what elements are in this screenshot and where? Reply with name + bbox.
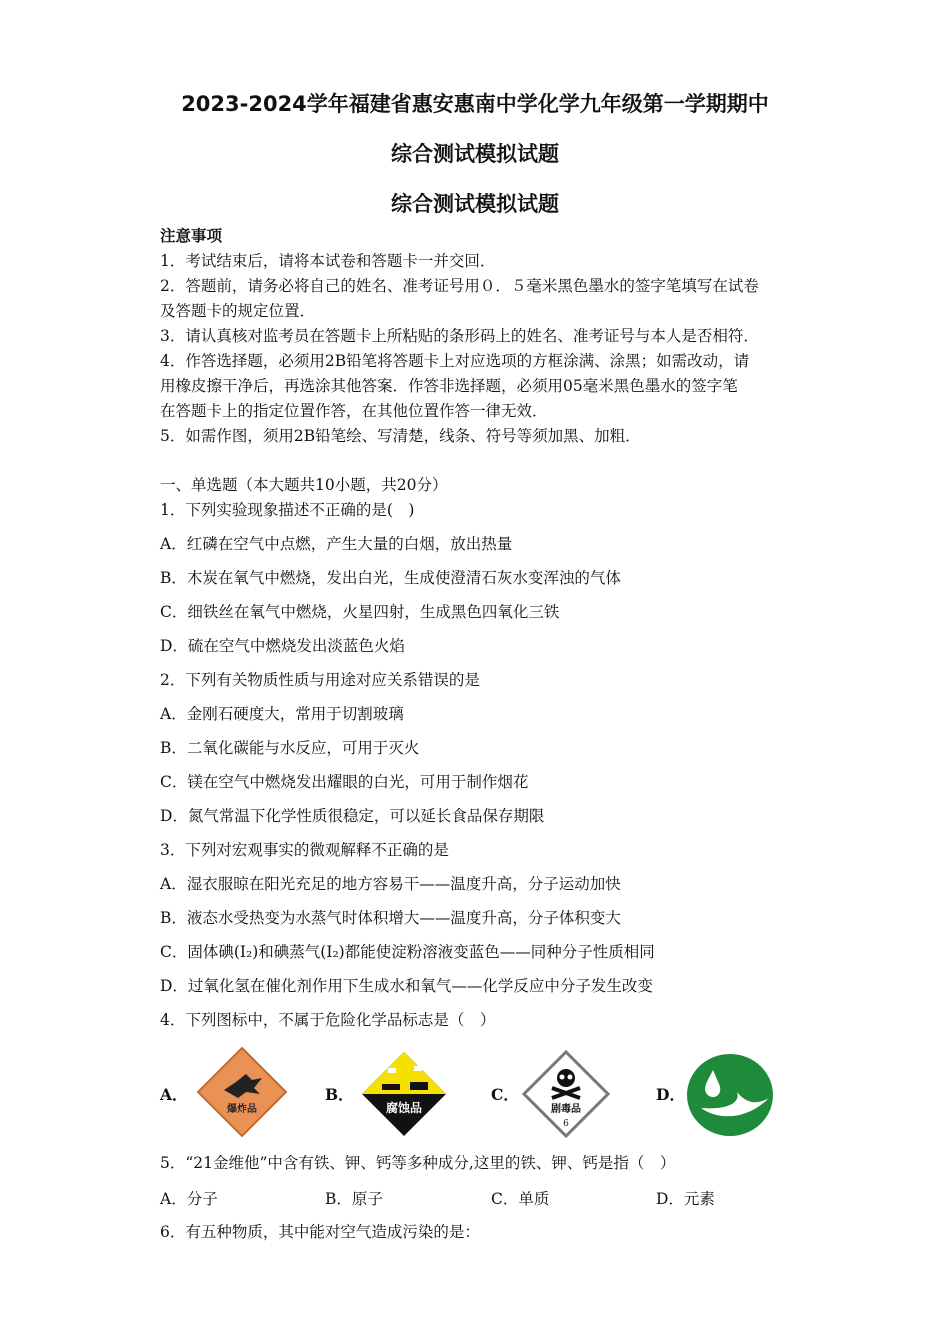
q3-option-c: C．固体碘(I₂)和碘蒸气(I₂)都能使淀粉溶液变蓝色——同种分子性质相同 xyxy=(160,943,655,961)
note-line: 2．答题前，请务必将自己的姓名、准考证号用０．５毫米黑色墨水的签字笔填写在试卷 xyxy=(160,277,759,295)
corrosive-sign-label: 腐蚀品 xyxy=(385,1101,423,1115)
toxic-sign-class: 6 xyxy=(563,1119,569,1129)
q5-option-b: B．原子 xyxy=(325,1190,383,1208)
question-1-stem: 1．下列实验现象描述不正确的是( ) xyxy=(160,501,415,519)
q2-option-d: D．氮气常温下化学性质很稳定，可以延长食品保存期限 xyxy=(160,807,545,825)
q4-option-d-label: D． xyxy=(656,1085,685,1104)
q4-option-a-label: A． xyxy=(160,1085,188,1104)
question-4-stem: 4．下列图标中，不属于危险化学品标志是（ ） xyxy=(160,1011,496,1029)
q2-option-a: A．金刚石硬度大，常用于切割玻璃 xyxy=(160,705,404,723)
toxic-sign-icon xyxy=(522,1050,610,1138)
q1-option-c: C．细铁丝在氧气中燃烧，火星四射，生成黑色四氧化三铁 xyxy=(160,603,560,621)
q5-option-a: A．分子 xyxy=(160,1190,218,1208)
notes-heading: 注意事项 xyxy=(160,226,223,245)
water-saving-logo-icon xyxy=(685,1052,775,1138)
note-line: 1．考试结束后，请将本试卷和答题卡一并交回． xyxy=(160,252,496,270)
corrosive-sign-icon xyxy=(358,1050,450,1138)
note-line: 用橡皮擦干净后，再选涂其他答案．作答非选择题，必须用05毫米黑色墨水的签字笔 xyxy=(160,377,738,395)
explosive-sign-label: 爆炸品 xyxy=(227,1104,257,1115)
q1-option-b: B．木炭在氧气中燃烧，发出白光，生成使澄清石灰水变浑浊的气体 xyxy=(160,569,621,587)
q3-option-a: A．湿衣服晾在阳光充足的地方容易干——温度升高，分子运动加快 xyxy=(160,875,621,893)
explosive-sign-icon xyxy=(196,1046,288,1138)
q3-option-b: B．液态水受热变为水蒸气时体积增大——温度升高，分子体积变大 xyxy=(160,909,621,927)
title-line-1: 2023-2024学年福建省惠安惠南中学化学九年级第一学期期中 xyxy=(181,92,769,116)
q1-option-d: D．硫在空气中燃烧发出淡蓝色火焰 xyxy=(160,637,405,655)
question-2-stem: 2．下列有关物质性质与用途对应关系错误的是 xyxy=(160,671,480,689)
q2-option-c: C．镁在空气中燃烧发出耀眼的白光，可用于制作烟花 xyxy=(160,773,529,791)
q1-option-a: A．红磷在空气中点燃，产生大量的白烟，放出热量 xyxy=(160,535,513,553)
q4-option-b-label: B． xyxy=(325,1085,354,1104)
note-line: 4．作答选择题，必须用2B铅笔将答题卡上对应选项的方框涂满、涂黑；如需改动，请 xyxy=(160,352,750,370)
note-line: 及答题卡的规定位置． xyxy=(160,302,316,320)
section-heading: 一、单选题（本大题共10小题，共20分） xyxy=(160,476,448,494)
question-6-stem: 6．有五种物质，其中能对空气造成污染的是： xyxy=(160,1223,480,1241)
note-line: 5．如需作图，须用2B铅笔绘、写清楚，线条、符号等须加黑、加粗． xyxy=(160,427,641,445)
q5-option-c: C．单质 xyxy=(491,1190,550,1208)
q2-option-b: B．二氧化碳能与水反应，可用于灭火 xyxy=(160,739,420,757)
q4-option-c-label: C． xyxy=(491,1085,519,1104)
note-line: 在答题卡上的指定位置作答，在其他位置作答一律无效． xyxy=(160,402,548,420)
q3-option-d: D．过氧化氢在催化剂作用下生成水和氧气——化学反应中分子发生改变 xyxy=(160,977,653,995)
note-line: 3．请认真核对监考员在答题卡上所粘贴的条形码上的姓名、准考证号与本人是否相符． xyxy=(160,327,759,345)
question-5-stem: 5．“21金维他”中含有铁、钾、钙等多种成分,这里的铁、钾、钙是指（ ） xyxy=(160,1154,676,1172)
question-3-stem: 3．下列对宏观事实的微观解释不正确的是 xyxy=(160,841,449,859)
title-line-2: 综合测试模拟试题 xyxy=(391,142,559,166)
q5-option-d: D．元素 xyxy=(656,1190,715,1208)
title-line-3: 综合测试模拟试题 xyxy=(391,192,559,216)
toxic-sign-label: 剧毒品 xyxy=(551,1104,581,1115)
